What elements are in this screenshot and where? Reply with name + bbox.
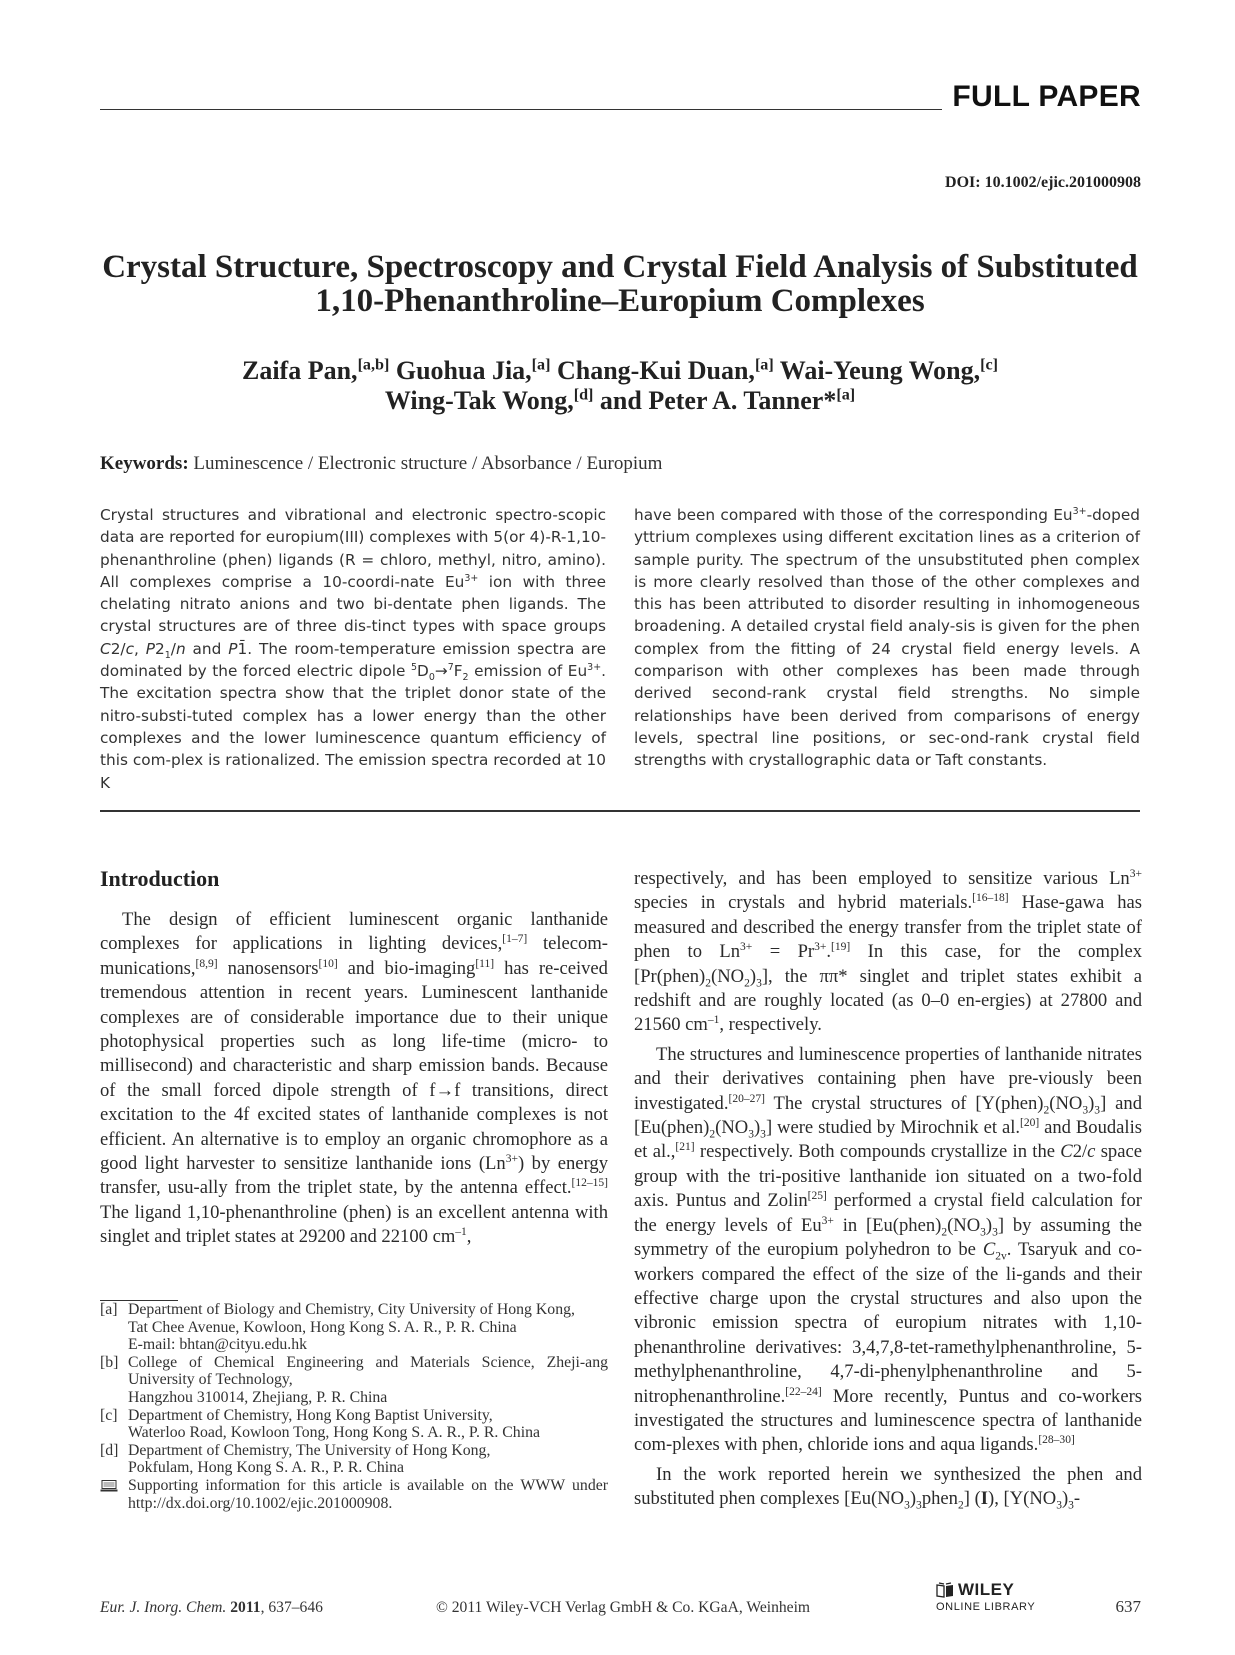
computer-icon [100, 1480, 118, 1492]
italic: C [1060, 1141, 1073, 1163]
online-library-label: ONLINE LIBRARY [936, 1601, 1036, 1613]
body-text: The crystal structures of [Y(phen) [764, 1092, 1044, 1114]
author-affiliation: [d] [573, 386, 594, 404]
body-text: (NO [715, 1117, 749, 1139]
author-affiliation: [a,b] [357, 356, 390, 374]
section-label: FULL PAPER [952, 80, 1141, 113]
body-text: - [1073, 1488, 1081, 1510]
abstract-text: D [417, 662, 429, 681]
affiliation-footnotes [100, 1301, 608, 1512]
abstract-text: . The room-temperature emission spectra are dominated by the forced electric dipole [100, 639, 606, 681]
subscript: 3 [1094, 1104, 1101, 1117]
author-name: Wai-Yeung Wong, [773, 356, 981, 385]
wiley-logo-top [936, 1580, 1056, 1600]
superscript: 3+ [587, 661, 602, 673]
body-text: ) [985, 1214, 993, 1236]
email-link[interactable]: E-mail: bhtan@cityu.edu.hk [128, 1336, 308, 1354]
body-text: . [826, 941, 832, 963]
italic: C [982, 1239, 996, 1261]
abstract-text: F [453, 662, 463, 681]
citation[interactable]: [21] [675, 1141, 695, 1154]
body-text: ) [749, 965, 757, 987]
keywords-label: Keywords: [100, 453, 189, 474]
body-text: species in crystals and hybrid materials. [634, 892, 973, 914]
body-text: ] by assuming the symmetry of the europium polyhedron to be [634, 1214, 1142, 1261]
body-text: ) [909, 1488, 917, 1510]
keywords-text: Luminescence / Electronic structure / Absorbance / Europium [188, 453, 663, 474]
arrow-symbol: → [434, 662, 448, 681]
citation[interactable]: [16–18] [972, 892, 1009, 905]
footnote-body [128, 1442, 608, 1477]
body-text: In the work reported herein we synthesized the phen and substituted phen complexes [Eu(NO [634, 1463, 1142, 1510]
abstract-column-right [634, 504, 1140, 772]
superscript: –1 [455, 1226, 467, 1239]
footnote-body [128, 1354, 608, 1407]
body-text: phen [921, 1488, 958, 1510]
superscript: 3+ [740, 941, 753, 954]
body-text: ] were studied by Mirochnik et al. [765, 1117, 1021, 1139]
body-text: ) [1088, 1092, 1095, 1114]
superscript: 3+ [505, 1152, 518, 1165]
journal-year: 2011 [226, 1599, 261, 1616]
subscript: 2 [709, 1128, 716, 1141]
subscript: 2 [462, 672, 469, 684]
affiliation-line: Waterloo Road, Kowloon Tong, Hong Kong S. A. R., P. R. China [128, 1424, 541, 1442]
body-text: ] ( [963, 1488, 981, 1510]
subscript: 0 [428, 672, 435, 684]
subscript: 3 [916, 1499, 922, 1512]
abstract-text: . The excitation spectra show that the triplet donor state of the nitro-substi-tuted complex has a lower energy than the other complexes and the lower luminescence quantum efficiency of this com-plex is rationalized. The emission spectra recorded at 10 K [100, 662, 607, 792]
body-text: . Tsaryuk and co-workers compared the effect of the size of the li-gands and their effective charge upon the crystal structures and also upon the vibronic emission spectra of europium nitrates with 1,10-phenanthroline derivatives: 3,4,7,8-tet-ramethylphenanthroline, 5-methylphenanthroline, 4,7-di-phenylphenanthroline and 5-nitrophenanthroline. [634, 1239, 1142, 1407]
abstract-column-left [100, 504, 606, 794]
body-text: telecom-munications, [100, 933, 608, 979]
italic: P [145, 639, 156, 658]
superscript: 3+ [464, 572, 479, 584]
abstract-text: 1̄ [237, 639, 248, 658]
subscript: 2 [941, 1226, 948, 1239]
keywords [100, 453, 662, 475]
subscript: 3 [748, 1128, 754, 1141]
subscript: 3 [1082, 1104, 1089, 1117]
citation[interactable]: [12–15] [571, 1177, 608, 1190]
abstract-text: and [185, 639, 229, 658]
superscript: –1 [707, 1014, 720, 1027]
subscript: 2 [705, 977, 712, 990]
abstract-text: 2 [155, 639, 165, 658]
footnote-body [128, 1301, 608, 1354]
abstract-text: have been compared with those of the corresponding Eu [634, 506, 1073, 524]
subscript: 2v [995, 1250, 1007, 1263]
author-affiliation: [c] [980, 356, 999, 374]
italic: c [125, 639, 134, 658]
paragraph [634, 1463, 1142, 1512]
footnote-c [100, 1407, 608, 1442]
italic: c [1087, 1141, 1096, 1163]
paragraph [634, 1043, 1142, 1458]
author-affiliation: [a] [836, 386, 856, 404]
body-text: The design of efficient luminescent organic lanthanide complexes for applications in lighting devices, [100, 909, 608, 955]
body-text: ], the ππ* singlet and triplet states exhibit a redshift and are roughly located (as 0–0 en-ergies) at 27800 and 21560 cm [634, 965, 1142, 1036]
superscript: 3+ [1072, 505, 1087, 517]
footnote-mark [100, 1477, 128, 1512]
subscript: 2 [744, 977, 750, 990]
body-text: space group with the tri-positive lanthanide ion situated on a two-fold axis. Puntus and Zolin [634, 1141, 1142, 1212]
footnote-supporting-info [100, 1477, 608, 1512]
author-name: Guohua Jia, [389, 356, 532, 385]
wiley-wordmark: WILEY [958, 1580, 1015, 1599]
footnote-body [128, 1407, 608, 1442]
article-title [100, 250, 1140, 318]
subscript: 3 [756, 977, 762, 990]
footnote-a [100, 1301, 608, 1354]
journal-pages: , 637–646 [260, 1599, 323, 1616]
superscript: 5 [411, 661, 418, 673]
author-name: Wing-Tak Wong, [384, 386, 574, 415]
body-text: nanosensors [217, 957, 319, 979]
subscript: 3 [980, 1226, 986, 1239]
wiley-book-icon [936, 1582, 954, 1598]
paragraph [100, 908, 608, 1250]
affiliation-line: Department of Chemistry, Hong Kong Baptist University, [128, 1406, 493, 1424]
body-text: respectively. Both compounds crystallize in the [694, 1141, 1061, 1163]
body-text: ), [Y(NO [988, 1488, 1057, 1510]
body-text: ) [1061, 1488, 1069, 1510]
body-text: More recently, Puntus and co-workers investigated the structures and luminescence spectra of lanthanide com-plexes with phen, chloride ions and aqua ligands. [634, 1385, 1142, 1456]
body-text: The structures and luminescence properties of lanthanide nitrates and their derivatives containing phen have pre-viously been investigated. [634, 1043, 1142, 1114]
body-text: Hase-gawa has measured and described the energy transfer from the triplet state of phen to Ln [634, 892, 1142, 963]
abstract-text: 2/ [110, 639, 126, 658]
citation[interactable]: [20] [1020, 1116, 1040, 1129]
subscript: 3 [760, 1128, 766, 1141]
title-line-2: 1,10-Phenanthroline–Europium Complexes [315, 283, 925, 319]
body-text: (NO [1049, 1092, 1083, 1114]
citation[interactable]: [28–30] [1038, 1434, 1075, 1447]
body-column-right [634, 867, 1142, 1512]
subscript: 2 [957, 1499, 964, 1512]
italic: P [228, 639, 238, 658]
body-text: and bio-imaging [337, 957, 476, 979]
body-text: ) [753, 1117, 761, 1139]
journal-citation [100, 1599, 323, 1617]
author-name: and Peter A. Tanner* [593, 386, 837, 415]
citation[interactable]: [8,9] [195, 957, 218, 970]
journal-name: Eur. J. Inorg. Chem. [100, 1599, 227, 1616]
footnote-mark: [c] [100, 1406, 118, 1424]
citation[interactable]: [22–24] [785, 1385, 822, 1398]
author-list [100, 356, 1140, 416]
body-text: has re-ceived tremendous attention in recent years. Luminescent lanthanide complexes are of considerable importance due to their unique photophysical properties such as long life-time (micro- to millisecond) and characteristic and sharp emission bands. Because of the small forced dipole strength of f→f transitions, direct excitation to the 4f excited states of lanthanide complexes is not efficient. An alternative is to employ an organic chromophore as a good light harvester to sensitize lanthanide ions (Ln [100, 957, 608, 1175]
affiliation-line: College of Chemical Engineering and Materials Science, Zheji-ang University of Technology, [128, 1353, 608, 1389]
body-column-left [100, 908, 608, 1250]
affiliation-line: Hangzhou 310014, Zhejiang, P. R. China [128, 1388, 388, 1406]
citation[interactable]: [1–7] [502, 933, 528, 946]
body-text: and Boudalis et al., [634, 1117, 1142, 1163]
citation[interactable]: [25] [807, 1190, 827, 1203]
italic: n [175, 639, 186, 658]
page-number: 637 [1115, 1597, 1141, 1616]
superscript: 3+ [1129, 867, 1142, 880]
author-name: Zaifa Pan, [241, 356, 358, 385]
footnote-mark: [a] [100, 1301, 118, 1318]
author-name: Chang-Kui Duan, [550, 356, 755, 385]
body-text: , [466, 1226, 472, 1248]
body-text: performed a crystal field calculation for the energy levels of Eu [634, 1190, 1142, 1236]
body-text: in [Eu(phen) [833, 1214, 942, 1236]
copyright-notice: © 2011 Wiley-VCH Verlag GmbH & Co. KGaA, Weinheim [436, 1599, 811, 1616]
affiliation-line: Department of Biology and Chemistry, City University of Hong Kong, [128, 1301, 575, 1318]
citation[interactable]: [19] [831, 941, 851, 954]
authors-line-2 [100, 386, 1140, 416]
section-heading: Introduction [100, 866, 220, 891]
affiliation-line: Tat Chee Avenue, Kowloon, Hong Kong S. A. R., P. R. China [128, 1318, 517, 1336]
footnote-mark: [d] [100, 1441, 119, 1459]
body-text: respectively, and has been employed to sensitize various Ln [634, 868, 1130, 889]
compound-label: I [980, 1488, 989, 1510]
subscript: 2 [1043, 1104, 1050, 1117]
superscript: 3+ [814, 941, 827, 954]
supporting-info-link[interactable]: Supporting information for this article is available on the WWW under http://dx.doi.org/10.1002/ejic.201000908. [128, 1476, 608, 1512]
paragraph [634, 867, 1142, 1038]
author-affiliation: [a] [754, 356, 774, 374]
affiliation-line: Pokfulam, Hong Kong S. A. R., P. R. China [128, 1459, 405, 1477]
citation[interactable]: [10] [318, 957, 338, 970]
doi-link[interactable]: DOI: 10.1002/ejic.201000908 [945, 174, 1141, 191]
subscript: 3 [992, 1226, 998, 1239]
footnote-d [100, 1442, 608, 1477]
italic: C [100, 639, 111, 658]
abstract-text: ion with three chelating nitrato anions and two bi-dentate phen ligands. The crystal structures are of three dis-tinct types with space groups [100, 572, 606, 636]
abstract-text: Crystal structures and vibrational and electronic spectro-scopic data are reported for europium(III) complexes with 5(or 4)-R-1,10-phenanthroline (phen) ligands (R = chloro, methyl, nitro, amino). All complexes comprise a 10-coordi-nate Eu [100, 506, 606, 591]
body-text: (NO [947, 1214, 981, 1236]
body-text: ] and [Eu(phen) [634, 1092, 1142, 1139]
subscript: 3 [1056, 1499, 1062, 1512]
body-text: (NO [711, 965, 745, 987]
citation[interactable]: [11] [475, 957, 495, 970]
author-affiliation: [a] [531, 356, 551, 374]
wiley-logo[interactable] [936, 1580, 1056, 1613]
body-text: 2/ [1072, 1141, 1088, 1163]
abstract-text: -doped yttrium complexes using different excitation lines as a criterion of sample purity. The spectrum of the unsubstituted phen complex is more clearly resolved than those of the other complexes and this has been attributed to disorder resulting in inhomogeneous broadening. A detailed crystal field analy-sis is given for the phen complex from the fitting of 24 crystal field energy levels. A comparison with other complexes has been made through derived second-rank crystal field strengths. No simple relationships have been derived from comparisons of energy levels, spectral line positions, or sec-ond-rank crystal field strengths with crystallographic data or Taft constants. [634, 506, 1140, 770]
citation[interactable]: [20–27] [728, 1092, 765, 1105]
subscript: 3 [1068, 1499, 1074, 1512]
header-rule [100, 109, 942, 110]
body-text: , respectively. [719, 1014, 822, 1036]
abstract-text: / [170, 639, 176, 658]
footnote-b [100, 1354, 608, 1407]
abstract-divider [100, 810, 1140, 812]
superscript: 3+ [821, 1214, 834, 1227]
abstract-text: , [134, 639, 146, 658]
affiliation-line: Department of Chemistry, The University of Hong Kong, [128, 1441, 491, 1459]
subscript: 3 [904, 1499, 910, 1512]
footnote-mark: [b] [100, 1353, 119, 1371]
body-text: = Pr [752, 941, 815, 963]
subscript: 1 [164, 649, 171, 661]
body-text: ) by energy transfer, usu-ally from the triplet state, by the antenna effect. [100, 1153, 608, 1199]
body-text: The ligand 1,10-phenanthroline (phen) is an excellent antenna with singlet and triplet states at 29200 and 22100 cm [100, 1201, 608, 1248]
superscript: 7 [447, 661, 454, 673]
body-text: In this case, for the complex [Pr(phen) [634, 941, 1142, 987]
authors-line-1 [100, 356, 1140, 386]
abstract-text: emission of Eu [468, 662, 588, 681]
title-line-1: Crystal Structure, Spectroscopy and Crystal Field Analysis of Substituted [102, 249, 1138, 285]
